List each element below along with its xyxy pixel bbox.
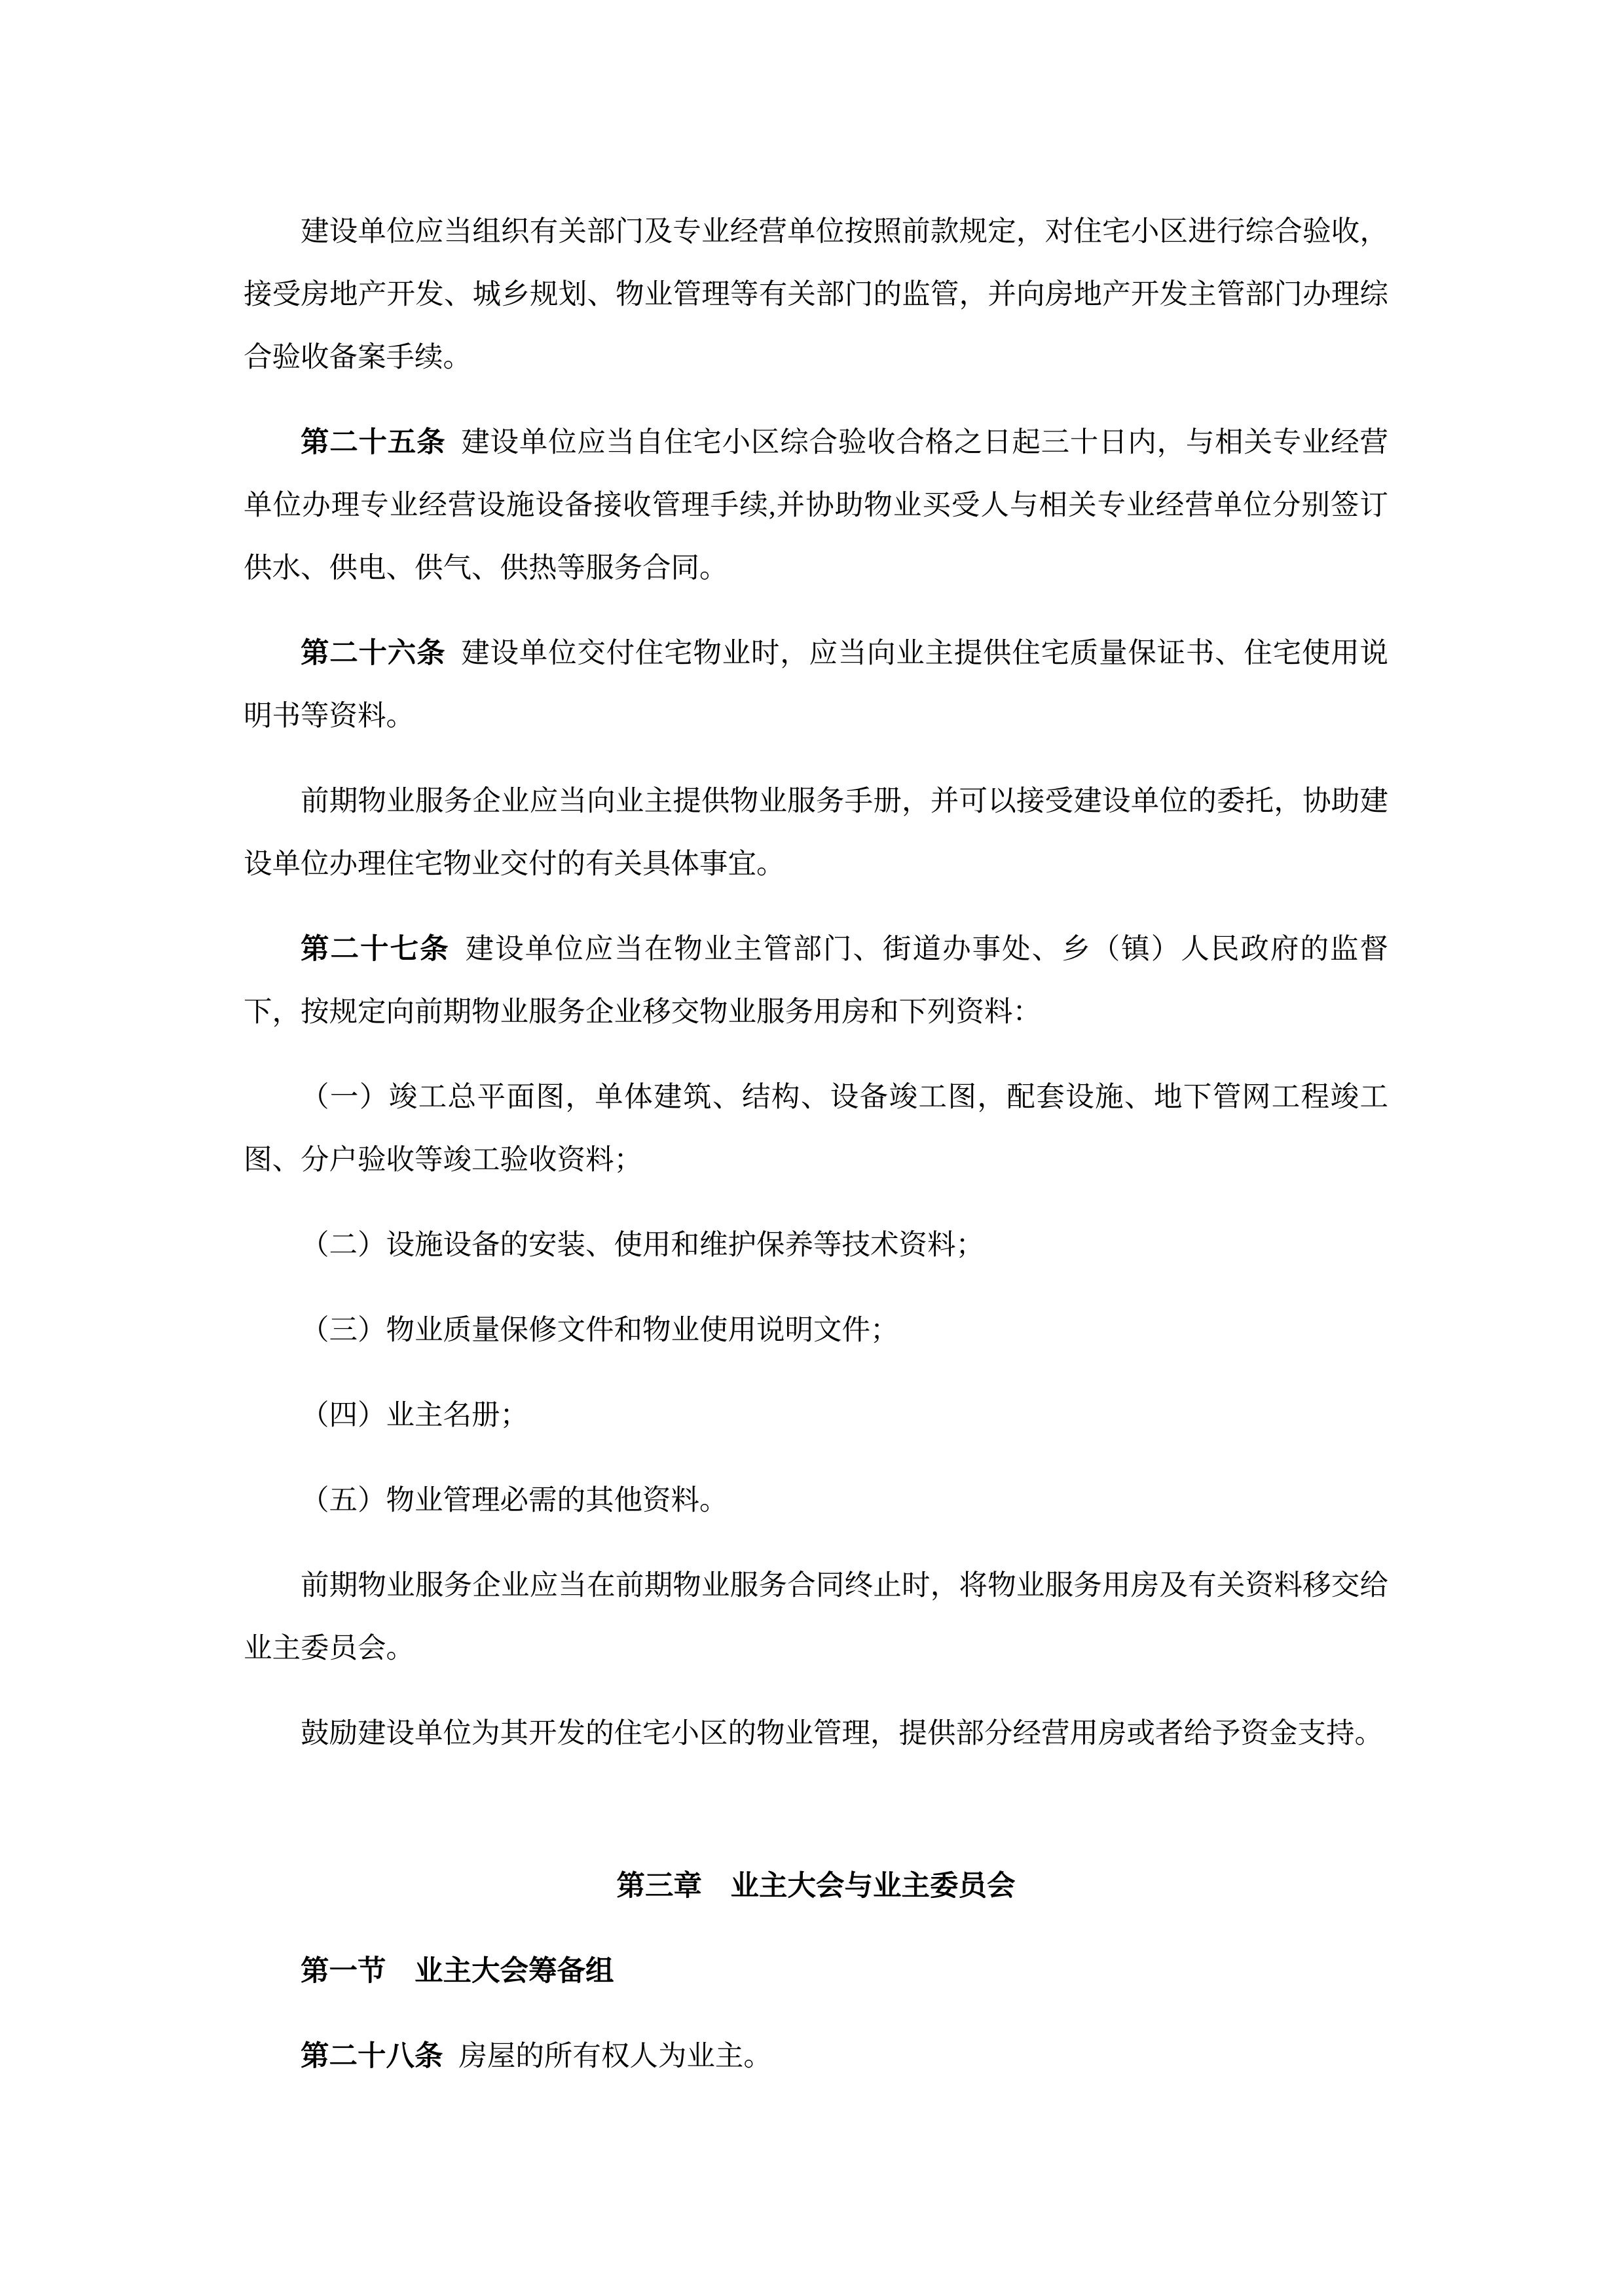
paragraph-handover-to-committee: [244, 1554, 1388, 1680]
article-25-text: 建设单位应当自住宅小区综合验收合格之日起三十日内，与相关专业经营单位办理专业经营设施设备接收管理手续,并协助物业买受人与相关专业经营单位分别签订供水、供电、供气、供热等服务合同。: [244, 427, 1389, 584]
section-heading: 第一节 业主大会筹备组: [301, 1956, 614, 1987]
article-26-text: 建设单位交付住宅物业时，应当向业主提供住宅质量保证书、住宅使用说明书等资料。: [244, 638, 1389, 732]
list-item-text: （五）物业管理必需的其他资料。: [301, 1485, 728, 1516]
list-item-text: （四）业主名册；: [301, 1400, 528, 1431]
list-item-4: [244, 1384, 1388, 1447]
list-item-5: [244, 1469, 1388, 1532]
paragraph-text: 前期物业服务企业应当向业主提供物业服务手册，并可以接受建设单位的委托，协助建设单位办理住宅物业交付的有关具体事宜。: [244, 786, 1388, 880]
list-item-text: （二）设施设备的安装、使用和维护保养等技术资料；: [301, 1230, 984, 1261]
article-28-label: 第二十八条: [301, 2041, 443, 2072]
article-27-label: 第二十七条: [301, 934, 450, 965]
chapter-heading: 第三章 业主大会与业主委员会: [616, 1870, 1016, 1902]
paragraph-text: 前期物业服务企业应当在前期物业服务合同终止时，将物业服务用房及有关资料移交给业主委员会。: [244, 1570, 1388, 1664]
article-28-text: 房屋的所有权人为业主。: [458, 2041, 772, 2072]
list-item-3: [244, 1299, 1388, 1362]
paragraph-service-manual: [244, 770, 1388, 896]
paragraph-text: 鼓励建设单位为其开发的住宅小区的物业管理，提供部分经营用房或者给予资金支持。: [301, 1718, 1383, 1749]
article-27-paragraph: [244, 918, 1388, 1044]
list-item-2: [244, 1214, 1388, 1277]
article-26-paragraph: [244, 622, 1388, 748]
article-26-label: 第二十六条: [301, 638, 446, 669]
list-item-text: （三）物业质量保修文件和物业使用说明文件；: [301, 1315, 899, 1346]
list-item-text: （一）竣工总平面图，单体建筑、结构、设备竣工图，配套设施、地下管网工程竣工图、分户验收等竣工验收资料；: [244, 1082, 1388, 1176]
paragraph-text: 建设单位应当组织有关部门及专业经营单位按照前款规定，对住宅小区进行综合验收，接受房地产开发、城乡规划、物业管理等有关部门的监管，并向房地产开发主管部门办理综合验收备案手续。: [244, 216, 1388, 373]
paragraph-encouragement: [244, 1702, 1388, 1765]
article-27-text: 建设单位应当在物业主管部门、街道办事处、乡（镇）人民政府的监督下，按规定向前期物业服务企业移交物业服务用房和下列资料：: [244, 934, 1389, 1028]
article-25-paragraph: [244, 411, 1388, 600]
paragraph-comprehensive-acceptance: [244, 200, 1388, 389]
article-25-label: 第二十五条: [301, 427, 446, 458]
list-item-1: [244, 1066, 1388, 1192]
article-28-paragraph: [244, 2025, 1388, 2088]
